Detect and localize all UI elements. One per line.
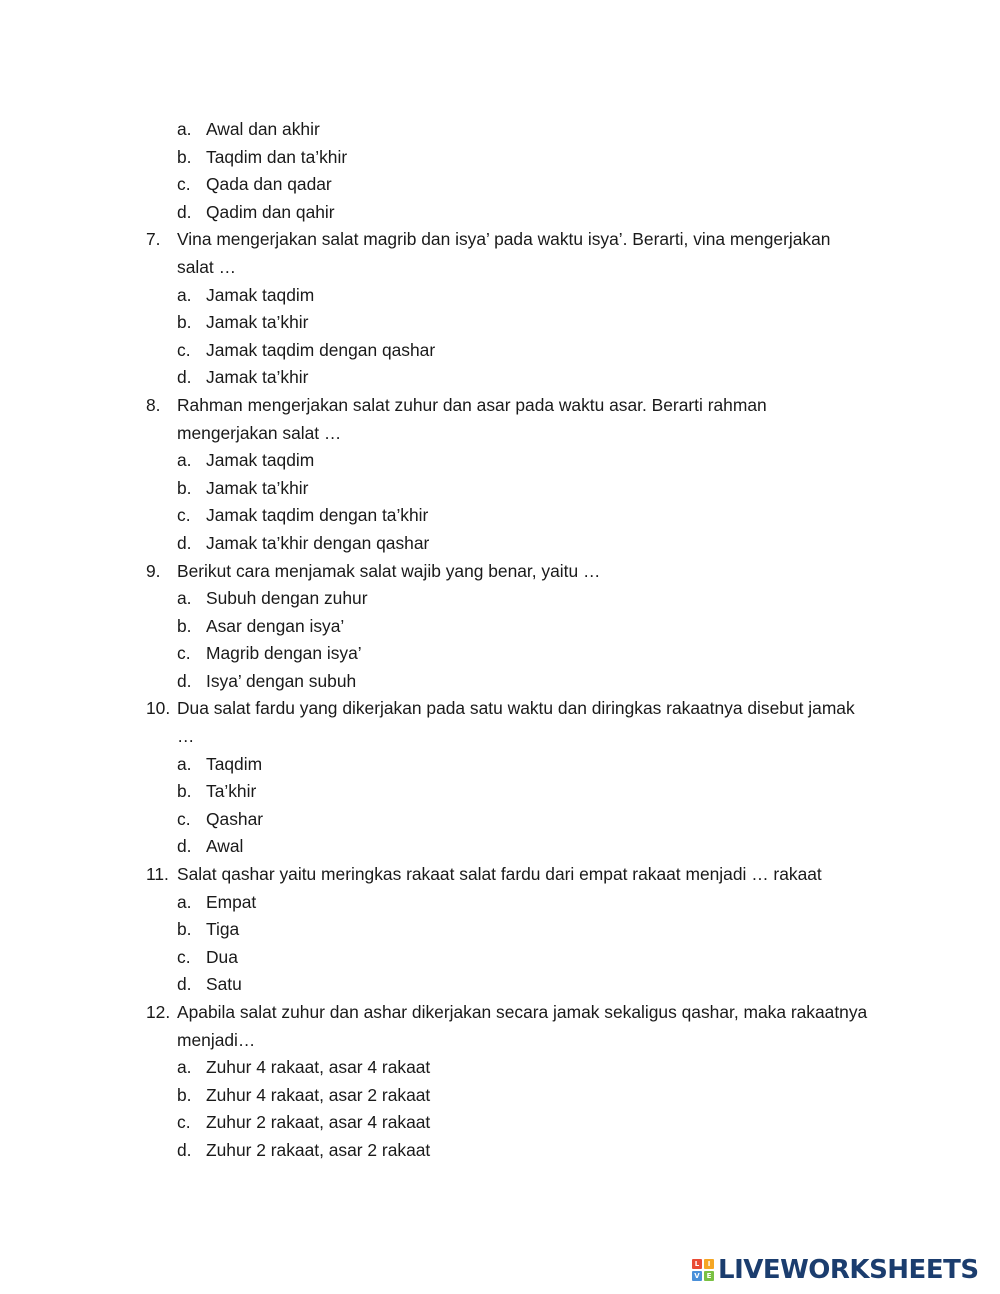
question-line: [0, 392, 1000, 420]
option-text: Zuhur 4 rakaat, asar 2 rakaat: [206, 1084, 431, 1105]
question-line: [0, 695, 1000, 723]
question-line: [0, 1027, 1000, 1055]
option-letter: d.: [177, 201, 192, 222]
question-text: mengerjakan salat …: [177, 422, 342, 443]
option-text: Awal dan akhir: [206, 119, 320, 139]
option-letter: c.: [177, 505, 191, 526]
question-text: Salat qashar yaitu meringkas rakaat salat fardu dari empat rakaat menjadi … rakaat: [177, 864, 822, 885]
question-text: salat …: [177, 256, 236, 277]
option-text: Qashar: [206, 808, 264, 829]
option-item[interactable]: [0, 116, 1000, 144]
question-number: 9.: [146, 560, 161, 581]
question-line: [0, 226, 1000, 254]
option-letter: d.: [177, 974, 192, 995]
option-item[interactable]: [0, 668, 1000, 696]
option-item[interactable]: [0, 751, 1000, 779]
question-number: 11.: [146, 864, 169, 885]
logo-tile: I: [704, 1259, 714, 1269]
option-text: Zuhur 4 rakaat, asar 4 rakaat: [206, 1057, 431, 1078]
question-12: [0, 999, 1000, 1165]
option-text: Tiga: [206, 919, 240, 940]
question-text: Apabila salat zuhur dan ashar dikerjakan secara jamak sekaligus qashar, maka rakaatnya: [177, 1002, 868, 1022]
option-item[interactable]: [0, 1082, 1000, 1110]
option-item[interactable]: [0, 944, 1000, 972]
option-letter: a.: [177, 891, 192, 912]
question-number: 8.: [146, 394, 161, 415]
option-letter: a.: [177, 1057, 192, 1078]
option-text: Qadim dan qahir: [206, 201, 335, 222]
option-letter: c.: [177, 174, 191, 195]
question-line: [0, 420, 1000, 448]
question-text: Vina mengerjakan salat magrib dan isya’ pada waktu isya’. Berarti, vina mengerjakan: [177, 229, 831, 250]
option-letter: a.: [177, 119, 192, 139]
logo-tile: L: [692, 1259, 702, 1269]
question-line: [0, 861, 1000, 889]
option-text: Jamak ta’khir: [206, 477, 309, 498]
option-letter: b.: [177, 312, 192, 333]
option-item[interactable]: [0, 833, 1000, 861]
option-text: Isya’ dengan subuh: [206, 670, 357, 691]
option-item[interactable]: [0, 806, 1000, 834]
question-text: Rahman mengerjakan salat zuhur dan asar pada waktu asar. Berarti rahman: [177, 394, 767, 415]
option-item[interactable]: [0, 640, 1000, 668]
question-text: …: [177, 726, 195, 747]
option-letter: b.: [177, 146, 192, 167]
option-text: Satu: [206, 974, 242, 995]
option-item[interactable]: [0, 199, 1000, 227]
option-text: Jamak ta’khir: [206, 367, 309, 388]
option-item[interactable]: [0, 475, 1000, 503]
option-letter: b.: [177, 1084, 192, 1105]
option-item[interactable]: [0, 1137, 1000, 1165]
option-text: Ta’khir: [206, 781, 257, 802]
option-text: Jamak taqdim dengan qashar: [206, 339, 436, 360]
option-text: Taqdim: [206, 753, 263, 774]
question-number: 12.: [146, 1002, 171, 1022]
option-letter: d.: [177, 532, 192, 553]
question-line: [0, 999, 1000, 1027]
option-item[interactable]: [0, 1109, 1000, 1137]
option-letter: a.: [177, 450, 192, 471]
option-letter: c.: [177, 1112, 191, 1133]
worksheet-page: [0, 116, 1000, 1165]
option-letter: c.: [177, 643, 191, 664]
question-text: menjadi…: [177, 1029, 256, 1050]
option-letter: d.: [177, 367, 192, 388]
question-number: 10.: [146, 698, 171, 719]
option-item[interactable]: [0, 309, 1000, 337]
top-options: [0, 116, 1000, 226]
option-text: Jamak taqdim dengan ta’khir: [206, 505, 429, 526]
option-text: Subuh dengan zuhur: [206, 588, 368, 609]
question-text: Berikut cara menjamak salat wajib yang benar, yaitu …: [177, 560, 601, 581]
option-text: Taqdim dan ta’khir: [206, 146, 348, 167]
logo-tile: V: [692, 1271, 702, 1281]
option-text: Awal: [206, 836, 244, 857]
option-letter: c.: [177, 946, 191, 967]
option-item[interactable]: [0, 171, 1000, 199]
option-text: Jamak ta’khir dengan qashar: [206, 532, 430, 553]
option-text: Jamak taqdim: [206, 284, 315, 305]
option-item[interactable]: [0, 282, 1000, 310]
question-line: [0, 723, 1000, 751]
option-letter: b.: [177, 615, 192, 636]
option-item[interactable]: [0, 613, 1000, 641]
option-letter: a.: [177, 753, 192, 774]
option-item[interactable]: [0, 1054, 1000, 1082]
question-7: [0, 226, 1000, 392]
option-text: Magrib dengan isya’: [206, 643, 362, 664]
question-line: [0, 558, 1000, 586]
option-letter: d.: [177, 670, 192, 691]
option-text: Asar dengan isya’: [206, 615, 345, 636]
question-text: Dua salat fardu yang dikerjakan pada satu waktu dan diringkas rakaatnya disebut jamak: [177, 698, 855, 719]
option-item[interactable]: [0, 916, 1000, 944]
option-item[interactable]: [0, 144, 1000, 172]
logo-tile: E: [704, 1271, 714, 1281]
option-item[interactable]: [0, 447, 1000, 475]
logo-tiles-icon: [692, 1259, 714, 1281]
option-letter: c.: [177, 339, 191, 360]
option-item[interactable]: [0, 337, 1000, 365]
option-item[interactable]: [0, 971, 1000, 999]
question-number: 7.: [146, 229, 161, 250]
logo-text: LIVEWORKSHEETS: [718, 1255, 979, 1285]
option-item[interactable]: [0, 889, 1000, 917]
option-text: Zuhur 2 rakaat, asar 2 rakaat: [206, 1139, 431, 1160]
option-letter: d.: [177, 836, 192, 857]
option-letter: a.: [177, 588, 192, 609]
option-letter: b.: [177, 781, 192, 802]
liveworksheets-logo[interactable]: [692, 1256, 979, 1284]
question-11: [0, 861, 1000, 999]
option-item[interactable]: [0, 364, 1000, 392]
option-item[interactable]: [0, 502, 1000, 530]
option-item[interactable]: [0, 778, 1000, 806]
option-text: Empat: [206, 891, 257, 912]
option-letter: b.: [177, 919, 192, 940]
option-text: Qada dan qadar: [206, 174, 332, 195]
question-line: [0, 254, 1000, 282]
question-10: [0, 695, 1000, 861]
option-letter: a.: [177, 284, 192, 305]
option-text: Zuhur 2 rakaat, asar 4 rakaat: [206, 1112, 431, 1133]
option-letter: b.: [177, 477, 192, 498]
option-text: Jamak taqdim: [206, 450, 315, 471]
option-letter: c.: [177, 808, 191, 829]
option-item[interactable]: [0, 585, 1000, 613]
option-text: Jamak ta’khir: [206, 312, 309, 333]
option-letter: d.: [177, 1139, 192, 1160]
question-8: [0, 392, 1000, 558]
option-text: Dua: [206, 946, 238, 967]
option-item[interactable]: [0, 530, 1000, 558]
question-9: [0, 558, 1000, 696]
